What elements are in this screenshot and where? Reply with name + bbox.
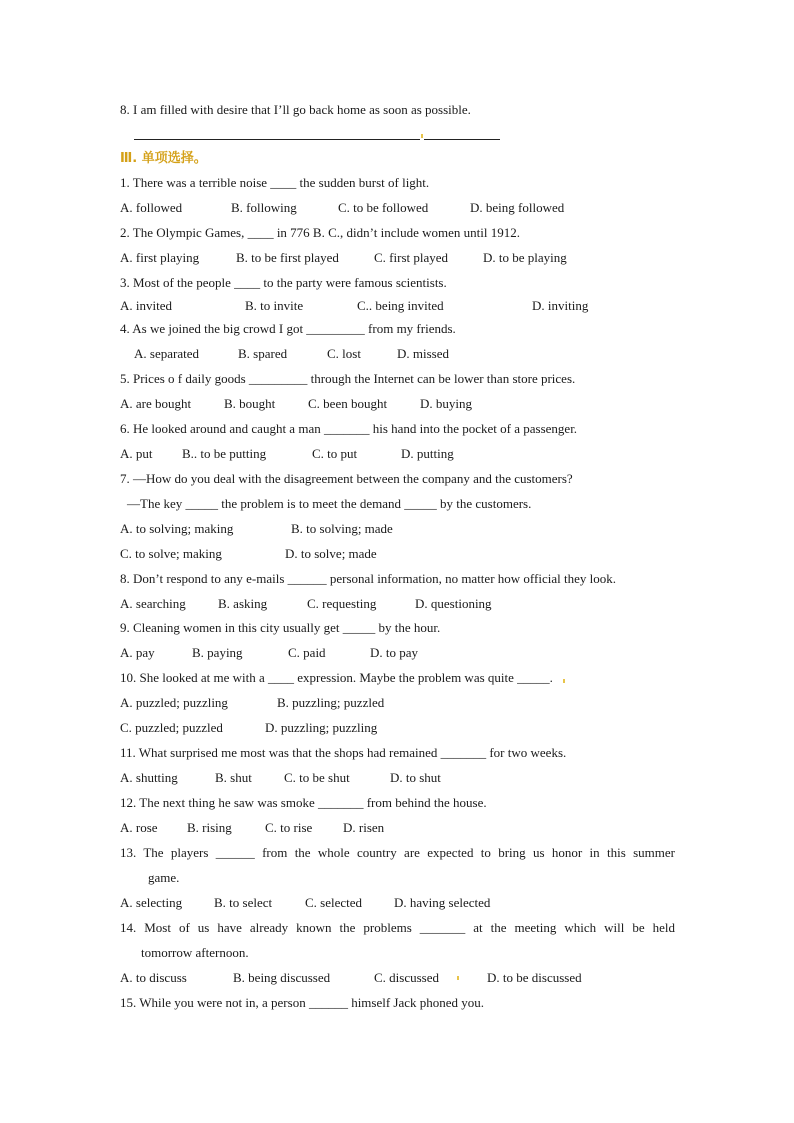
- question-2-stem: 2. The Olympic Games, ____ in 776 B. C., didn’t include women until 1912.: [120, 225, 520, 240]
- question-7-stem: 7. —How do you deal with the disagreement between the company and the customers?: [120, 471, 573, 486]
- option-a[interactable]: A. puzzled; puzzling: [120, 695, 228, 710]
- option-c[interactable]: C. to be shut: [284, 770, 350, 785]
- option-d[interactable]: D. to solve; made: [285, 546, 377, 561]
- option-c[interactable]: C.. being invited: [357, 298, 444, 313]
- option-d[interactable]: D. questioning: [415, 596, 492, 611]
- option-a[interactable]: A. to solving; making: [120, 521, 234, 536]
- option-a[interactable]: A. separated: [134, 346, 199, 361]
- option-b[interactable]: B. to select: [214, 895, 273, 910]
- option-c[interactable]: C. puzzled; puzzled: [120, 720, 223, 735]
- option-b[interactable]: B. rising: [187, 820, 232, 835]
- option-d[interactable]: D. risen: [343, 820, 385, 835]
- option-b[interactable]: B. being discussed: [233, 970, 331, 985]
- option-b[interactable]: B.. to be putting: [182, 446, 267, 461]
- question-14-stem: 14. Most of us have already known the problems _______ at the meeting which will be held: [120, 920, 675, 935]
- option-a[interactable]: A. put: [120, 446, 153, 461]
- option-d[interactable]: D. being followed: [470, 200, 565, 215]
- marker-dot: [457, 976, 459, 980]
- answer-line-part1[interactable]: [134, 139, 420, 140]
- option-b[interactable]: B. paying: [192, 645, 243, 660]
- option-d[interactable]: D. having selected: [394, 895, 491, 910]
- marker-dot: [421, 134, 423, 138]
- option-b[interactable]: B. asking: [218, 596, 268, 611]
- option-c[interactable]: C. paid: [288, 645, 326, 660]
- marker-dot: [563, 679, 565, 683]
- option-b[interactable]: B. to invite: [245, 298, 304, 313]
- option-c[interactable]: C. selected: [305, 895, 363, 910]
- question-14-stem-continued: tomorrow afternoon.: [141, 945, 249, 960]
- option-d[interactable]: D. inviting: [532, 298, 589, 313]
- question-9-stem: 9. Cleaning women in this city usually get _____ by the hour.: [120, 620, 441, 635]
- option-d[interactable]: D. missed: [397, 346, 449, 361]
- option-a[interactable]: A. pay: [120, 645, 155, 660]
- option-a[interactable]: A. rose: [120, 820, 158, 835]
- option-d[interactable]: D. putting: [401, 446, 454, 461]
- option-c[interactable]: C. to solve; making: [120, 546, 222, 561]
- option-c[interactable]: C. discussed: [374, 970, 439, 985]
- option-b[interactable]: B. bought: [224, 396, 276, 411]
- option-a[interactable]: A. shutting: [120, 770, 178, 785]
- option-b[interactable]: B. spared: [238, 346, 288, 361]
- question-13-stem: 13. The players ______ from the whole country are expected to bring us honor in this summer: [120, 845, 675, 860]
- option-b[interactable]: B. following: [231, 200, 297, 215]
- question-13-stem-continued: game.: [148, 870, 180, 885]
- option-a[interactable]: A. to discuss: [120, 970, 187, 985]
- question-1-stem: 1. There was a terrible noise ____ the sudden burst of light.: [120, 175, 430, 190]
- option-c[interactable]: C. requesting: [307, 596, 377, 611]
- question-3-stem: 3. Most of the people ____ to the party were famous scientists.: [120, 275, 447, 290]
- option-d[interactable]: D. to be discussed: [487, 970, 582, 985]
- option-b[interactable]: B. to be first played: [236, 250, 339, 265]
- question-6-stem: 6. He looked around and caught a man _______ his hand into the pocket of a passenger.: [120, 421, 578, 436]
- question-4-stem: 4. As we joined the big crowd I got _________ from my friends.: [120, 321, 456, 336]
- question-10-stem: 10. She looked at me with a ____ expression. Maybe the problem was quite _____.: [120, 670, 553, 685]
- option-a[interactable]: A. selecting: [120, 895, 183, 910]
- option-a[interactable]: A. are bought: [120, 396, 192, 411]
- option-d[interactable]: D. to pay: [370, 645, 419, 660]
- option-c[interactable]: C. been bought: [308, 396, 388, 411]
- option-a[interactable]: A. followed: [120, 200, 183, 215]
- option-c[interactable]: C. to rise: [265, 820, 313, 835]
- question-15-stem: 15. While you were not in, a person ______ himself Jack phoned you.: [120, 995, 485, 1010]
- option-b[interactable]: B. to solving; made: [291, 521, 393, 536]
- option-c[interactable]: C. to put: [312, 446, 358, 461]
- answer-line-part2[interactable]: [424, 139, 500, 140]
- option-a[interactable]: A. invited: [120, 298, 172, 313]
- option-d[interactable]: D. puzzling; puzzling: [265, 720, 378, 735]
- question-12-stem: 12. The next thing he saw was smoke _______ from behind the house.: [120, 795, 487, 810]
- option-c[interactable]: C. to be followed: [338, 200, 429, 215]
- option-a[interactable]: A. searching: [120, 596, 186, 611]
- option-c[interactable]: C. lost: [327, 346, 361, 361]
- translation-sentence-8: 8. I am filled with desire that I’ll go back home as soon as possible.: [120, 102, 471, 117]
- option-d[interactable]: D. to be playing: [483, 250, 567, 265]
- question-7-stem-reply: —The key _____ the problem is to meet the demand _____ by the customers.: [127, 496, 532, 511]
- option-a[interactable]: A. first playing: [120, 250, 200, 265]
- option-b[interactable]: B. shut: [215, 770, 252, 785]
- option-b[interactable]: B. puzzling; puzzled: [277, 695, 385, 710]
- question-8-stem: 8. Don’t respond to any e-mails ______ personal information, no matter how official they look.: [120, 571, 616, 586]
- question-11-stem: 11. What surprised me most was that the shops had remained _______ for two weeks.: [120, 745, 567, 760]
- option-d[interactable]: D. to shut: [390, 770, 441, 785]
- option-d[interactable]: D. buying: [420, 396, 472, 411]
- question-5-stem: 5. Prices o f daily goods _________ through the Internet can be lower than store prices.: [120, 371, 576, 386]
- section-heading-multiple-choice: Ⅲ. 单项选择。: [120, 151, 207, 166]
- option-c[interactable]: C. first played: [374, 250, 449, 265]
